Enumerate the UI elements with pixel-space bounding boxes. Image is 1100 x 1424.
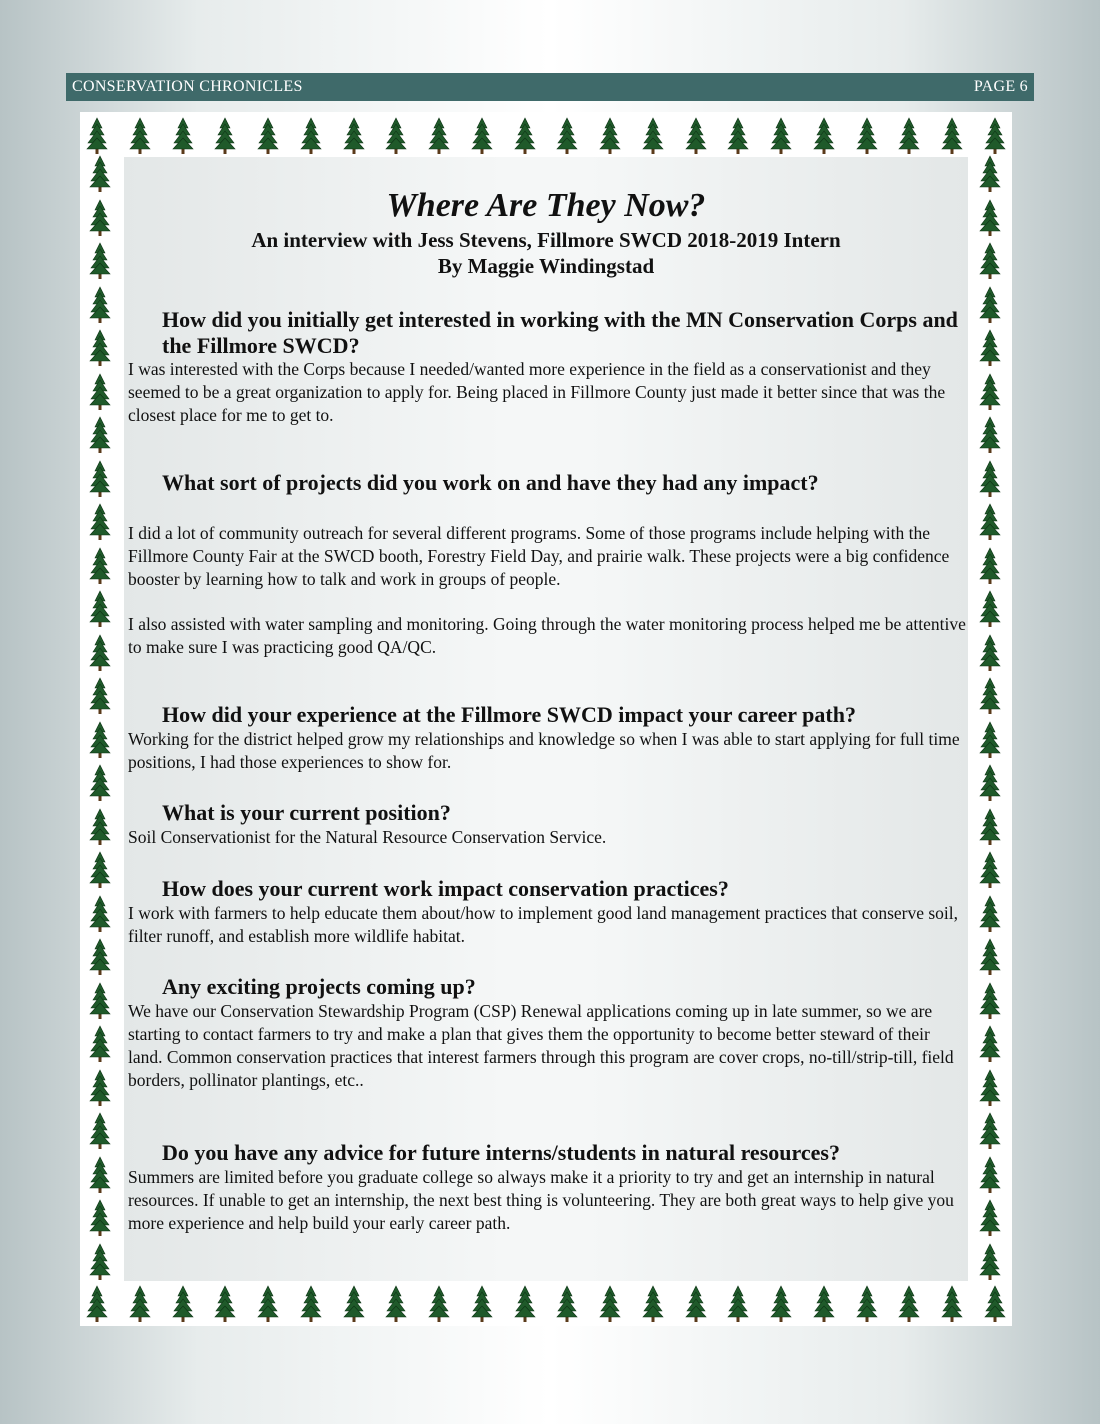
pine-tree-icon xyxy=(856,1284,878,1324)
pine-tree-icon xyxy=(979,633,1001,673)
question: Any exciting projects coming up? xyxy=(162,974,476,999)
question: What is your current position? xyxy=(162,800,451,825)
pine-tree-icon xyxy=(979,459,1001,499)
pine-tree-icon xyxy=(214,1284,236,1324)
pine-tree-icon xyxy=(941,1284,963,1324)
pine-tree-icon xyxy=(898,1284,920,1324)
pine-tree-icon xyxy=(979,1198,1001,1238)
answer: We have our Conservation Stewardship Program (CSP) Renewal applications coming up in late summer, so we are starting to contact farmers to try and make a plan that gives them the opportunity to become better steward of their land. Common conservation practices that interest farmers through this program are cover crops, no-till/strip-till, field borders, pollinator plantings, etc.. xyxy=(128,1001,954,1090)
pine-tree-icon xyxy=(89,807,111,847)
pine-tree-icon xyxy=(86,1284,108,1324)
pine-tree-icon xyxy=(257,1284,279,1324)
pine-tree-icon xyxy=(642,1284,664,1324)
pine-tree-icon xyxy=(129,116,151,156)
pine-tree-icon xyxy=(813,116,835,156)
answer: I did a lot of community outreach for several different programs. Some of those programs include helping with the Fillmore County Fair at the SWCD booth, Forestry Field Day, and prairie walk. These projects were a big confidence booster by learning how to talk and work in groups of people. xyxy=(128,523,950,589)
header-bar xyxy=(66,73,1034,101)
pine-tree-icon xyxy=(89,850,111,890)
pine-tree-icon xyxy=(556,1284,578,1324)
pine-tree-icon xyxy=(979,1242,1001,1282)
pine-tree-icon xyxy=(770,1284,792,1324)
pine-tree-icon xyxy=(428,1284,450,1324)
pine-tree-icon xyxy=(979,502,1001,542)
pine-tree-icon xyxy=(89,198,111,238)
question: How did you initially get interested in working with the MN Conservation Corps and the Fillmore SWCD? xyxy=(162,307,958,358)
pine-tree-icon xyxy=(727,116,749,156)
answer: Soil Conservationist for the Natural Resource Conservation Service. xyxy=(128,827,607,847)
pine-tree-icon xyxy=(89,546,111,586)
pine-tree-icon xyxy=(172,116,194,156)
pine-tree-icon xyxy=(89,1024,111,1064)
publication-name: CONSERVATION CHRONICLES xyxy=(72,78,303,95)
pine-tree-icon xyxy=(89,1111,111,1151)
pine-tree-icon xyxy=(89,676,111,716)
pine-tree-icon xyxy=(599,116,621,156)
pine-tree-icon xyxy=(727,1284,749,1324)
pine-tree-icon xyxy=(979,894,1001,934)
pine-tree-icon xyxy=(979,241,1001,281)
pine-tree-icon xyxy=(89,1198,111,1238)
tree-column-right xyxy=(970,154,1010,1282)
pine-tree-icon xyxy=(89,633,111,673)
pine-tree-icon xyxy=(514,1284,536,1324)
pine-tree-icon xyxy=(556,116,578,156)
tree-row-bottom xyxy=(80,1284,1012,1324)
pine-tree-icon xyxy=(214,116,236,156)
pine-tree-icon xyxy=(89,1242,111,1282)
pine-tree-icon xyxy=(514,116,536,156)
pine-tree-icon xyxy=(89,937,111,977)
pine-tree-icon xyxy=(89,154,111,194)
pine-tree-icon xyxy=(979,676,1001,716)
pine-tree-icon xyxy=(129,1284,151,1324)
pine-tree-icon xyxy=(979,328,1001,368)
pine-tree-icon xyxy=(89,415,111,455)
answer: I work with farmers to help educate them about/how to implement good land management practices that conserve soil, filter runoff, and establish more wildlife habitat. xyxy=(128,903,959,946)
pine-tree-icon xyxy=(89,241,111,281)
question: How does your current work impact conservation practices? xyxy=(162,876,729,901)
pine-tree-icon xyxy=(979,1068,1001,1108)
pine-tree-icon xyxy=(89,372,111,412)
pine-tree-icon xyxy=(856,116,878,156)
pine-tree-icon xyxy=(642,116,664,156)
pine-tree-icon xyxy=(685,116,707,156)
answer: I also assisted with water sampling and monitoring. Going through the water monitoring process helped me be attentive to make sure I was practicing good QA/QC. xyxy=(128,614,966,657)
pine-tree-icon xyxy=(89,285,111,325)
pine-tree-icon xyxy=(979,1111,1001,1151)
article-subtitle: An interview with Jess Stevens, Fillmore SWCD 2018-2019 Intern xyxy=(251,228,841,252)
pine-tree-icon xyxy=(979,850,1001,890)
article-title: Where Are They Now? xyxy=(386,187,706,224)
pine-tree-icon xyxy=(685,1284,707,1324)
pine-tree-icon xyxy=(89,720,111,760)
pine-tree-icon xyxy=(979,1155,1001,1195)
pine-tree-icon xyxy=(984,1284,1006,1324)
pine-tree-icon xyxy=(89,328,111,368)
tree-column-left xyxy=(80,154,120,1282)
pine-tree-icon xyxy=(471,116,493,156)
pine-tree-icon xyxy=(898,116,920,156)
pine-tree-icon xyxy=(979,763,1001,803)
pine-tree-icon xyxy=(979,720,1001,760)
pine-tree-icon xyxy=(979,285,1001,325)
pine-tree-icon xyxy=(984,116,1006,156)
pine-tree-icon xyxy=(979,198,1001,238)
pine-tree-icon xyxy=(89,763,111,803)
pine-tree-icon xyxy=(979,589,1001,629)
article-byline: By Maggie Windingstad xyxy=(437,254,655,278)
pine-tree-icon xyxy=(385,116,407,156)
page-number: PAGE 6 xyxy=(973,78,1028,95)
pine-tree-icon xyxy=(979,807,1001,847)
pine-tree-icon xyxy=(599,1284,621,1324)
pine-tree-icon xyxy=(89,502,111,542)
pine-tree-icon xyxy=(941,116,963,156)
pine-tree-icon xyxy=(979,415,1001,455)
pine-tree-icon xyxy=(89,981,111,1021)
article-panel xyxy=(124,157,968,1281)
pine-tree-icon xyxy=(89,1068,111,1108)
pine-tree-icon xyxy=(89,589,111,629)
pine-tree-icon xyxy=(770,116,792,156)
pine-tree-icon xyxy=(979,1024,1001,1064)
question: Do you have any advice for future interns/students in natural resources? xyxy=(162,1140,840,1165)
pine-tree-icon xyxy=(979,546,1001,586)
pine-tree-icon xyxy=(813,1284,835,1324)
question: How did your experience at the Fillmore SWCD impact your career path? xyxy=(162,702,856,727)
answer: I was interested with the Corps because I needed/wanted more experience in the field as a conservationist and they seemed to be a great organization to apply for. Being placed in Fillmore County just made it better since that was the closest place for me to get to. xyxy=(128,359,946,425)
pine-tree-icon xyxy=(471,1284,493,1324)
tree-row-top xyxy=(80,116,1012,156)
pine-tree-icon xyxy=(979,937,1001,977)
pine-tree-icon xyxy=(979,372,1001,412)
pine-tree-icon xyxy=(300,116,322,156)
pine-tree-icon xyxy=(89,459,111,499)
answer: Working for the district helped grow my relationships and knowledge so when I was able to start applying for full time positions, I had those experiences to show for. xyxy=(128,729,960,772)
pine-tree-icon xyxy=(89,1155,111,1195)
pine-tree-icon xyxy=(257,116,279,156)
pine-tree-icon xyxy=(979,154,1001,194)
pine-tree-icon xyxy=(979,981,1001,1021)
question: What sort of projects did you work on and have they had any impact? xyxy=(162,470,819,495)
answer: Summers are limited before you graduate college so always make it a priority to try and get an internship in natural resources. If unable to get an internship, the next best thing is volunteering. They are both great ways to help give you more experience and help build your early career path. xyxy=(128,1167,954,1233)
pine-tree-icon xyxy=(385,1284,407,1324)
pine-tree-icon xyxy=(89,894,111,934)
pine-tree-icon xyxy=(428,116,450,156)
pine-tree-icon xyxy=(300,1284,322,1324)
pine-tree-icon xyxy=(172,1284,194,1324)
pine-tree-icon xyxy=(343,116,365,156)
pine-tree-icon xyxy=(343,1284,365,1324)
pine-tree-icon xyxy=(86,116,108,156)
